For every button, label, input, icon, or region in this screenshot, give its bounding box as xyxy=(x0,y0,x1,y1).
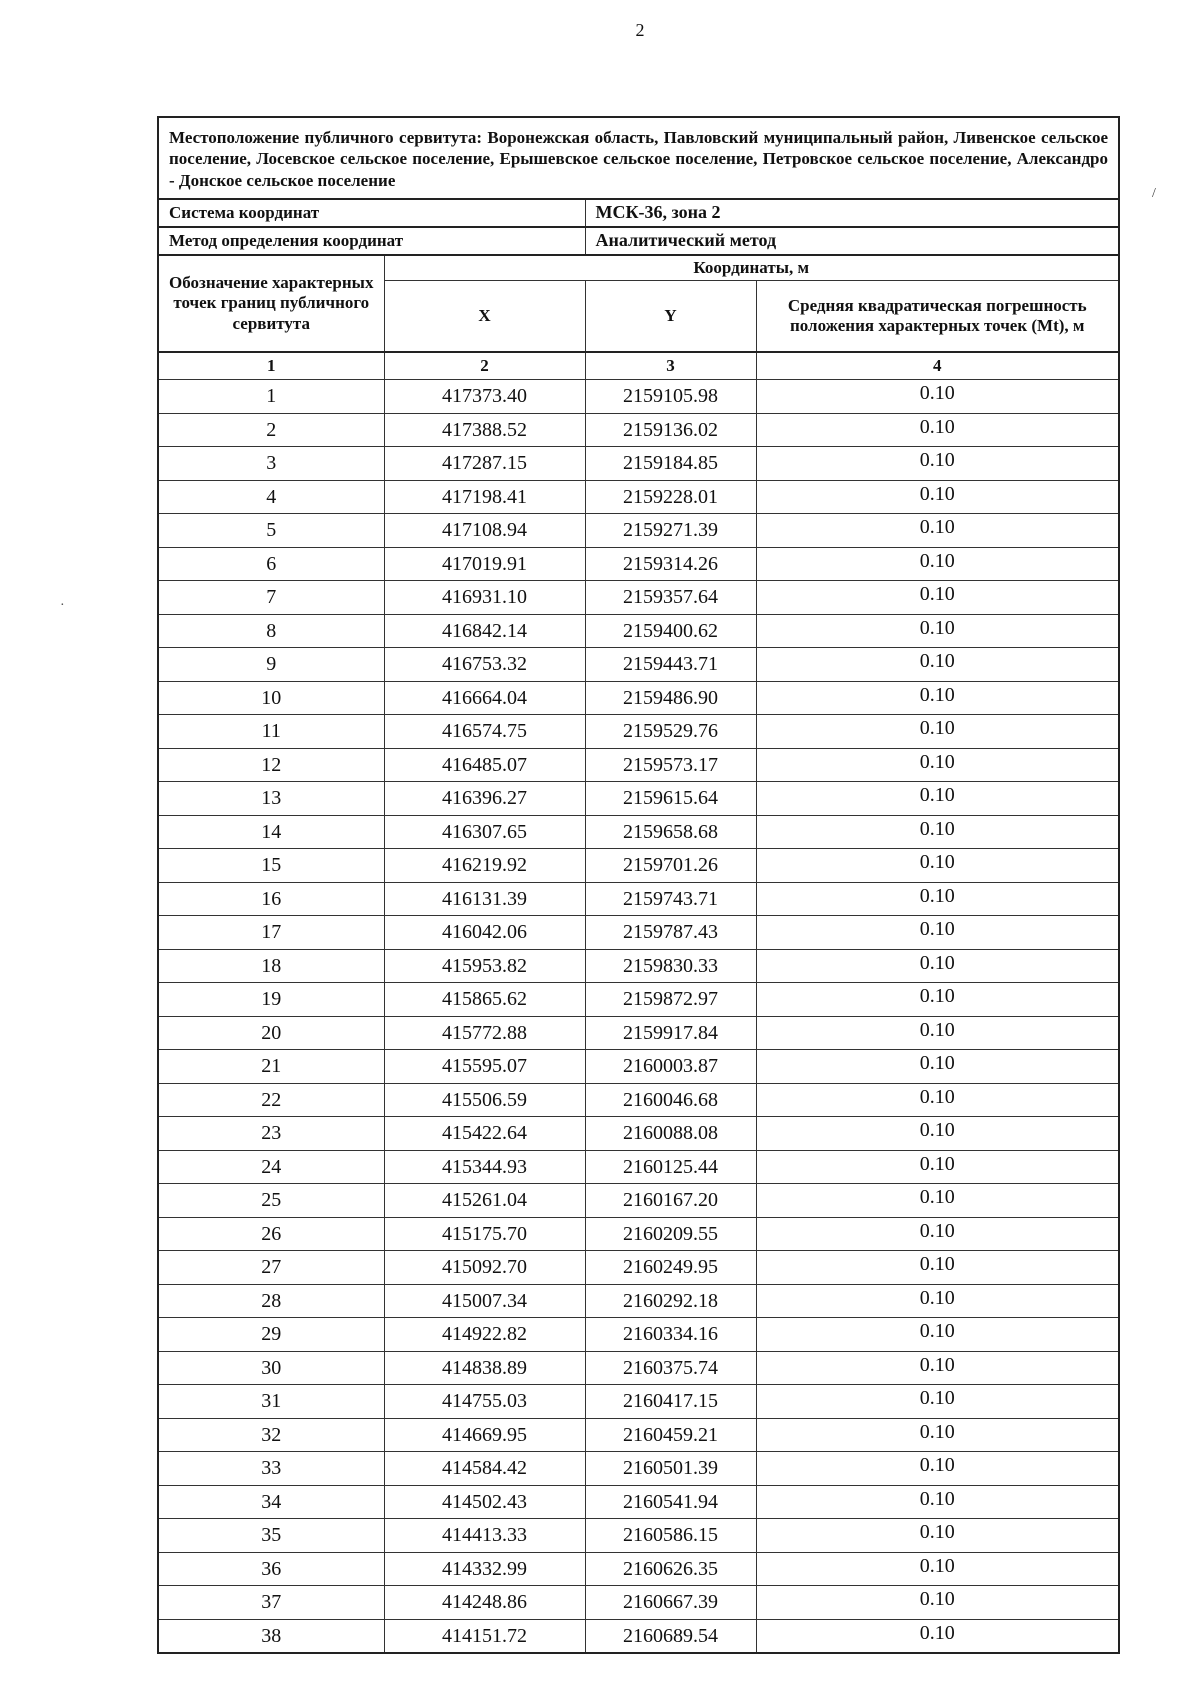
y-coordinate-cell: 2160689.54 xyxy=(585,1619,756,1653)
y-coordinate-cell: 2160334.16 xyxy=(585,1318,756,1352)
mt-cell: 0.10 xyxy=(756,1318,1119,1352)
y-coordinate-cell: 2160167.20 xyxy=(585,1184,756,1218)
method-value: Аналитический метод xyxy=(585,227,1119,255)
mt-cell: 0.10 xyxy=(756,815,1119,849)
table-row xyxy=(158,782,1119,816)
mt-cell: 0.10 xyxy=(756,1050,1119,1084)
x-coordinate-cell: 416042.06 xyxy=(384,916,585,950)
point-number-cell: 4 xyxy=(158,480,384,514)
mt-cell: 0.10 xyxy=(756,1117,1119,1151)
x-coordinate-cell: 416219.92 xyxy=(384,849,585,883)
y-coordinate-cell: 2160501.39 xyxy=(585,1452,756,1486)
table-row xyxy=(158,1217,1119,1251)
table-row xyxy=(158,849,1119,883)
table-row xyxy=(158,1619,1119,1653)
table-row xyxy=(158,447,1119,481)
table-row xyxy=(158,380,1119,414)
y-coordinate-cell: 2159830.33 xyxy=(585,949,756,983)
point-number-cell: 29 xyxy=(158,1318,384,1352)
table-row xyxy=(158,949,1119,983)
y-coordinate-cell: 2160586.15 xyxy=(585,1519,756,1553)
x-coordinate-cell: 415953.82 xyxy=(384,949,585,983)
point-number-cell: 23 xyxy=(158,1117,384,1151)
x-coordinate-cell: 414502.43 xyxy=(384,1485,585,1519)
table-row xyxy=(158,1586,1119,1620)
point-number-cell: 18 xyxy=(158,949,384,983)
y-coordinate-cell: 2159573.17 xyxy=(585,748,756,782)
point-number-cell: 15 xyxy=(158,849,384,883)
y-coordinate-cell: 2159314.26 xyxy=(585,547,756,581)
y-coordinate-cell: 2160003.87 xyxy=(585,1050,756,1084)
mt-cell: 0.10 xyxy=(756,514,1119,548)
table-row xyxy=(158,1385,1119,1419)
x-coordinate-cell: 414755.03 xyxy=(384,1385,585,1419)
mt-cell: 0.10 xyxy=(756,1385,1119,1419)
point-number-cell: 14 xyxy=(158,815,384,849)
x-coordinate-cell: 417108.94 xyxy=(384,514,585,548)
y-coordinate-cell: 2160626.35 xyxy=(585,1552,756,1586)
point-number-cell: 9 xyxy=(158,648,384,682)
point-number-cell: 6 xyxy=(158,547,384,581)
point-number-cell: 34 xyxy=(158,1485,384,1519)
x-coordinate-cell: 416574.75 xyxy=(384,715,585,749)
point-number-cell: 17 xyxy=(158,916,384,950)
table-row xyxy=(158,1050,1119,1084)
y-coordinate-cell: 2160088.08 xyxy=(585,1117,756,1151)
table-row xyxy=(158,681,1119,715)
mt-cell: 0.10 xyxy=(756,447,1119,481)
table-row xyxy=(158,815,1119,849)
x-coordinate-cell: 414332.99 xyxy=(384,1552,585,1586)
mt-cell: 0.10 xyxy=(756,782,1119,816)
point-number-cell: 30 xyxy=(158,1351,384,1385)
point-number-cell: 33 xyxy=(158,1452,384,1486)
table-row xyxy=(158,480,1119,514)
mt-cell: 0.10 xyxy=(756,1083,1119,1117)
x-coordinate-cell: 416931.10 xyxy=(384,581,585,615)
location-row xyxy=(158,117,1119,199)
x-coordinate-cell: 415175.70 xyxy=(384,1217,585,1251)
mt-cell: 0.10 xyxy=(756,380,1119,414)
y-coordinate-cell: 2160459.21 xyxy=(585,1418,756,1452)
coord-system-row xyxy=(158,199,1119,227)
y-header: Y xyxy=(585,281,756,353)
table-row xyxy=(158,413,1119,447)
mt-cell: 0.10 xyxy=(756,715,1119,749)
scan-mark: / xyxy=(1152,186,1156,201)
table-body xyxy=(158,117,1119,1653)
point-number-cell: 38 xyxy=(158,1619,384,1653)
x-coordinate-cell: 416753.32 xyxy=(384,648,585,682)
table-row xyxy=(158,1117,1119,1151)
mt-cell: 0.10 xyxy=(756,547,1119,581)
point-number-cell: 27 xyxy=(158,1251,384,1285)
table-row xyxy=(158,1184,1119,1218)
table-row xyxy=(158,983,1119,1017)
x-coordinate-cell: 416485.07 xyxy=(384,748,585,782)
mt-cell: 0.10 xyxy=(756,1016,1119,1050)
mt-header: Средняя квадратическая погрешность положения характерных точек (Mt), м xyxy=(756,281,1119,353)
y-coordinate-cell: 2159615.64 xyxy=(585,782,756,816)
point-number-cell: 1 xyxy=(158,380,384,414)
coord-system-label: Система координат xyxy=(158,199,585,227)
point-number-cell: 28 xyxy=(158,1284,384,1318)
mt-cell: 0.10 xyxy=(756,916,1119,950)
mt-cell: 0.10 xyxy=(756,1485,1119,1519)
coordinates-header: Координаты, м xyxy=(384,255,1119,281)
mt-cell: 0.10 xyxy=(756,1251,1119,1285)
y-coordinate-cell: 2159443.71 xyxy=(585,648,756,682)
mt-cell: 0.10 xyxy=(756,1619,1119,1653)
table-row xyxy=(158,1016,1119,1050)
method-label: Метод определения координат xyxy=(158,227,585,255)
point-number-cell: 11 xyxy=(158,715,384,749)
x-coordinate-cell: 415865.62 xyxy=(384,983,585,1017)
x-coordinate-cell: 415422.64 xyxy=(384,1117,585,1151)
page-number: 2 xyxy=(635,20,645,40)
location-text: Местоположение публичного сервитута: Воронежская область, Павловский муниципальный район, Ливенское сельское поселение, Лосевское сельское поселение, Ерышевское сельское поселение, Петровское сельское поселение, Александро - Донское сельское поселение xyxy=(158,117,1119,199)
table-row xyxy=(158,514,1119,548)
column-number: 1 xyxy=(158,352,384,380)
point-number-cell: 8 xyxy=(158,614,384,648)
mt-cell: 0.10 xyxy=(756,1519,1119,1553)
point-number-cell: 13 xyxy=(158,782,384,816)
x-coordinate-cell: 415261.04 xyxy=(384,1184,585,1218)
table-row xyxy=(158,1150,1119,1184)
point-number-cell: 37 xyxy=(158,1586,384,1620)
table-row xyxy=(158,614,1119,648)
y-coordinate-cell: 2159184.85 xyxy=(585,447,756,481)
y-coordinate-cell: 2159917.84 xyxy=(585,1016,756,1050)
point-number-cell: 7 xyxy=(158,581,384,615)
point-number-cell: 22 xyxy=(158,1083,384,1117)
column-number: 4 xyxy=(756,352,1119,380)
mt-cell: 0.10 xyxy=(756,614,1119,648)
point-number-cell: 25 xyxy=(158,1184,384,1218)
x-coordinate-cell: 417019.91 xyxy=(384,547,585,581)
y-coordinate-cell: 2160417.15 xyxy=(585,1385,756,1419)
column-number: 3 xyxy=(585,352,756,380)
mt-cell: 0.10 xyxy=(756,1552,1119,1586)
point-number-cell: 31 xyxy=(158,1385,384,1419)
table-row xyxy=(158,1418,1119,1452)
y-coordinate-cell: 2159787.43 xyxy=(585,916,756,950)
table-row xyxy=(158,1519,1119,1553)
point-number-cell: 3 xyxy=(158,447,384,481)
y-coordinate-cell: 2160541.94 xyxy=(585,1485,756,1519)
x-coordinate-cell: 417388.52 xyxy=(384,413,585,447)
mt-cell: 0.10 xyxy=(756,1351,1119,1385)
y-coordinate-cell: 2160667.39 xyxy=(585,1586,756,1620)
table-row xyxy=(158,1351,1119,1385)
x-coordinate-cell: 414922.82 xyxy=(384,1318,585,1352)
x-header: X xyxy=(384,281,585,353)
point-number-cell: 12 xyxy=(158,748,384,782)
y-coordinate-cell: 2160209.55 xyxy=(585,1217,756,1251)
y-coordinate-cell: 2159872.97 xyxy=(585,983,756,1017)
y-coordinate-cell: 2159743.71 xyxy=(585,882,756,916)
mt-cell: 0.10 xyxy=(756,1452,1119,1486)
x-coordinate-cell: 415092.70 xyxy=(384,1251,585,1285)
point-number-cell: 36 xyxy=(158,1552,384,1586)
y-coordinate-cell: 2160375.74 xyxy=(585,1351,756,1385)
y-coordinate-cell: 2159105.98 xyxy=(585,380,756,414)
point-number-cell: 26 xyxy=(158,1217,384,1251)
mt-cell: 0.10 xyxy=(756,413,1119,447)
mt-cell: 0.10 xyxy=(756,949,1119,983)
table-row xyxy=(158,547,1119,581)
y-coordinate-cell: 2160249.95 xyxy=(585,1251,756,1285)
x-coordinate-cell: 417198.41 xyxy=(384,480,585,514)
coord-system-value: МСК-36, зона 2 xyxy=(585,199,1119,227)
table-row xyxy=(158,648,1119,682)
y-coordinate-cell: 2159400.62 xyxy=(585,614,756,648)
point-number-cell: 24 xyxy=(158,1150,384,1184)
point-number-cell: 2 xyxy=(158,413,384,447)
mt-cell: 0.10 xyxy=(756,1217,1119,1251)
table-row xyxy=(158,1485,1119,1519)
x-coordinate-cell: 416307.65 xyxy=(384,815,585,849)
y-coordinate-cell: 2160292.18 xyxy=(585,1284,756,1318)
x-coordinate-cell: 415772.88 xyxy=(384,1016,585,1050)
mt-cell: 0.10 xyxy=(756,1418,1119,1452)
mt-cell: 0.10 xyxy=(756,882,1119,916)
scan-mark: · xyxy=(60,598,65,613)
y-coordinate-cell: 2159271.39 xyxy=(585,514,756,548)
x-coordinate-cell: 417373.40 xyxy=(384,380,585,414)
x-coordinate-cell: 416131.39 xyxy=(384,882,585,916)
mt-cell: 0.10 xyxy=(756,581,1119,615)
y-coordinate-cell: 2159357.64 xyxy=(585,581,756,615)
point-designation-header: Обозначение характерных точек границ публичного сервитута xyxy=(158,255,384,352)
table-row xyxy=(158,1083,1119,1117)
x-coordinate-cell: 414248.86 xyxy=(384,1586,585,1620)
column-number: 2 xyxy=(384,352,585,380)
x-coordinate-cell: 414413.33 xyxy=(384,1519,585,1553)
mt-cell: 0.10 xyxy=(756,849,1119,883)
point-number-cell: 35 xyxy=(158,1519,384,1553)
table-row xyxy=(158,1452,1119,1486)
table-row xyxy=(158,1318,1119,1352)
header-row-1 xyxy=(158,255,1119,281)
y-coordinate-cell: 2159136.02 xyxy=(585,413,756,447)
y-coordinate-cell: 2159658.68 xyxy=(585,815,756,849)
mt-cell: 0.10 xyxy=(756,648,1119,682)
point-number-cell: 19 xyxy=(158,983,384,1017)
mt-cell: 0.10 xyxy=(756,748,1119,782)
table-row xyxy=(158,1284,1119,1318)
y-coordinate-cell: 2159486.90 xyxy=(585,681,756,715)
x-coordinate-cell: 415506.59 xyxy=(384,1083,585,1117)
point-number-cell: 32 xyxy=(158,1418,384,1452)
servitude-coordinates-table xyxy=(157,116,1120,1654)
x-coordinate-cell: 414669.95 xyxy=(384,1418,585,1452)
y-coordinate-cell: 2159529.76 xyxy=(585,715,756,749)
table-row xyxy=(158,715,1119,749)
point-number-cell: 16 xyxy=(158,882,384,916)
point-number-cell: 5 xyxy=(158,514,384,548)
x-coordinate-cell: 414838.89 xyxy=(384,1351,585,1385)
x-coordinate-cell: 416842.14 xyxy=(384,614,585,648)
point-number-cell: 20 xyxy=(158,1016,384,1050)
mt-cell: 0.10 xyxy=(756,983,1119,1017)
mt-cell: 0.10 xyxy=(756,1150,1119,1184)
table-row xyxy=(158,916,1119,950)
point-number-cell: 21 xyxy=(158,1050,384,1084)
x-coordinate-cell: 414151.72 xyxy=(384,1619,585,1653)
mt-cell: 0.10 xyxy=(756,1586,1119,1620)
table-row xyxy=(158,1251,1119,1285)
x-coordinate-cell: 416396.27 xyxy=(384,782,585,816)
y-coordinate-cell: 2160125.44 xyxy=(585,1150,756,1184)
point-number-cell: 10 xyxy=(158,681,384,715)
column-numbers-row xyxy=(158,352,1119,380)
table-row xyxy=(158,1552,1119,1586)
mt-cell: 0.10 xyxy=(756,1184,1119,1218)
method-row xyxy=(158,227,1119,255)
mt-cell: 0.10 xyxy=(756,681,1119,715)
table-row xyxy=(158,748,1119,782)
mt-cell: 0.10 xyxy=(756,1284,1119,1318)
x-coordinate-cell: 416664.04 xyxy=(384,681,585,715)
table-row xyxy=(158,581,1119,615)
x-coordinate-cell: 415344.93 xyxy=(384,1150,585,1184)
x-coordinate-cell: 415007.34 xyxy=(384,1284,585,1318)
y-coordinate-cell: 2159228.01 xyxy=(585,480,756,514)
mt-cell: 0.10 xyxy=(756,480,1119,514)
x-coordinate-cell: 415595.07 xyxy=(384,1050,585,1084)
y-coordinate-cell: 2160046.68 xyxy=(585,1083,756,1117)
x-coordinate-cell: 414584.42 xyxy=(384,1452,585,1486)
table-row xyxy=(158,882,1119,916)
y-coordinate-cell: 2159701.26 xyxy=(585,849,756,883)
x-coordinate-cell: 417287.15 xyxy=(384,447,585,481)
